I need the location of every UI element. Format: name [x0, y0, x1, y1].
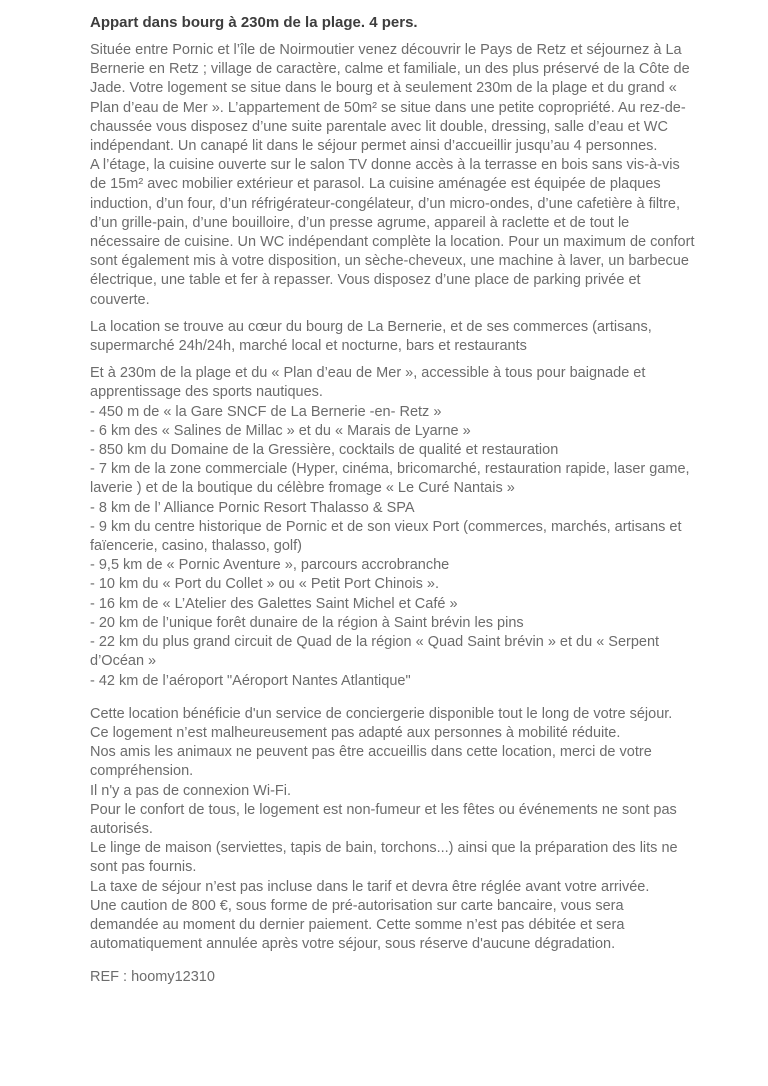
- text-line: - 20 km de l’unique forêt dunaire de la région à Saint brévin les pins: [90, 614, 524, 631]
- text-line: Ce logement n’est malheureusement pas adapté aux personnes à mobilité réduite.: [90, 724, 621, 741]
- listing-description-body: [90, 41, 696, 988]
- text-line: Nos amis les animaux ne peuvent pas être accueillis dans cette location, merci de votre compréhension.: [90, 744, 652, 780]
- text-line: - 7 km de la zone commerciale (Hyper, cinéma, bricomarché, restauration rapide, laser game, laverie ) et de la boutique du célèbre fromage « Le Curé Nantais »: [90, 461, 690, 497]
- text-line: La location se trouve au cœur du bourg de La Bernerie, et de ses commerces (artisans, supermarché 24h/24h, marché local et nocturne, bars et restaurants: [90, 318, 652, 355]
- text-line: REF : hoomy12310: [90, 969, 215, 986]
- text-line: Il n'y a pas de connexion Wi-Fi.: [90, 782, 292, 799]
- listing-title: Appart dans bourg à 230m de la plage. 4 pers.: [90, 14, 418, 31]
- text-line: - 9,5 km de « Pornic Aventure », parcours accrobranche: [90, 557, 450, 574]
- text-line: A l’étage, la cuisine ouverte sur le salon TV donne accès à la terrasse en bois sans vis-à-vis de 15m² avec mobilier extérieur et parasol. La cuisine aménagée est équipée de plaques induction, d’un four, d’un réfrigérateur-congélateur, d’un micro-ondes, d’une cafetière à filtre, d’un grille-pain, d’une bouilloire, d’un presse agrume, appareil à raclette et de tout le nécessaire de cuisine. Un WC indépendant complète la location. Pour un maximum de confort sont également mis à votre disposition, un sèche-cheveux, une machine à laver, un barbecue électrique, une table et fer à repasser. Vous disposez d’une place de parking privée et couverte.: [90, 157, 695, 308]
- text-line: Le linge de maison (serviettes, tapis de bain, torchons...) ainsi que la préparation des lits ne sont pas fournis.: [90, 840, 678, 876]
- text-line: - 42 km de l’aéroport "Aéroport Nantes Atlantique": [90, 672, 411, 689]
- text-line: Une caution de 800 €, sous forme de pré-autorisation sur carte bancaire, vous sera demandée au moment du dernier paiement. Cette somme n’est pas débitée et sera automatiquement annulée après votre séjour, sous réserve d'aucune dégradation.: [90, 897, 625, 953]
- text-line: - 8 km de l’ Alliance Pornic Resort Thalasso & SPA: [90, 499, 415, 516]
- text-line: - 10 km du « Port du Collet » ou « Petit Port Chinois ».: [90, 576, 439, 593]
- paragraph-location-bourg: [90, 318, 696, 356]
- text-line: - 22 km du plus grand circuit de Quad de la région « Quad Saint brévin » et du « Serpent d’Océan »: [90, 634, 660, 670]
- text-line: - 850 km du Domaine de la Gressière, cocktails de qualité et restauration: [90, 442, 559, 459]
- text-line: - 9 km du centre historique de Pornic et de son vieux Port (commerces, marchés, artisans et faïencerie, casino, thalasso, golf): [90, 518, 682, 555]
- text-line: Pour le confort de tous, le logement est non-fumeur et les fêtes ou événements ne sont pas autorisés.: [90, 801, 677, 837]
- paragraph-conditions: [90, 705, 696, 955]
- text-line: Située entre Pornic et l’île de Noirmoutier venez découvrir le Pays de Retz et séjournez à La Bernerie en Retz ; village de caractère, calme et familiale, un des plus préservé de la Côte de Jade. Votre logement se situe dans le bourg et à seulement 230m de la plage et du grand « Plan d’eau de Mer ». L’appartement de 50m² se situe dans une petite copropriété. Au rez-de-chaussée vous disposez d’une suite parentale avec lit double, dressing, salle d’eau et WC indépendant. Un canapé lit dans le séjour permet ainsi d’accueillir jusqu’au 4 personnes.: [90, 42, 690, 155]
- paragraph-distances: [90, 364, 696, 690]
- paragraph-description-logement: [90, 41, 696, 310]
- text-line: - 16 km de « L’Atelier des Galettes Saint Michel et Café »: [90, 595, 458, 612]
- text-line: - 6 km des « Salines de Millac » et du « Marais de Lyarne »: [90, 422, 471, 439]
- text-line: Et à 230m de la plage et du « Plan d’eau de Mer », accessible à tous pour baignade et apprentissage des sports nautiques.: [90, 365, 646, 401]
- paragraph-reference: [90, 968, 696, 987]
- text-line: Cette location bénéficie d'un service de conciergerie disponible tout le long de votre séjour.: [90, 705, 673, 722]
- text-line: La taxe de séjour n’est pas incluse dans le tarif et devra être réglée avant votre arrivée.: [90, 878, 650, 895]
- text-line: - 450 m de « la Gare SNCF de La Bernerie -en- Retz »: [90, 403, 442, 420]
